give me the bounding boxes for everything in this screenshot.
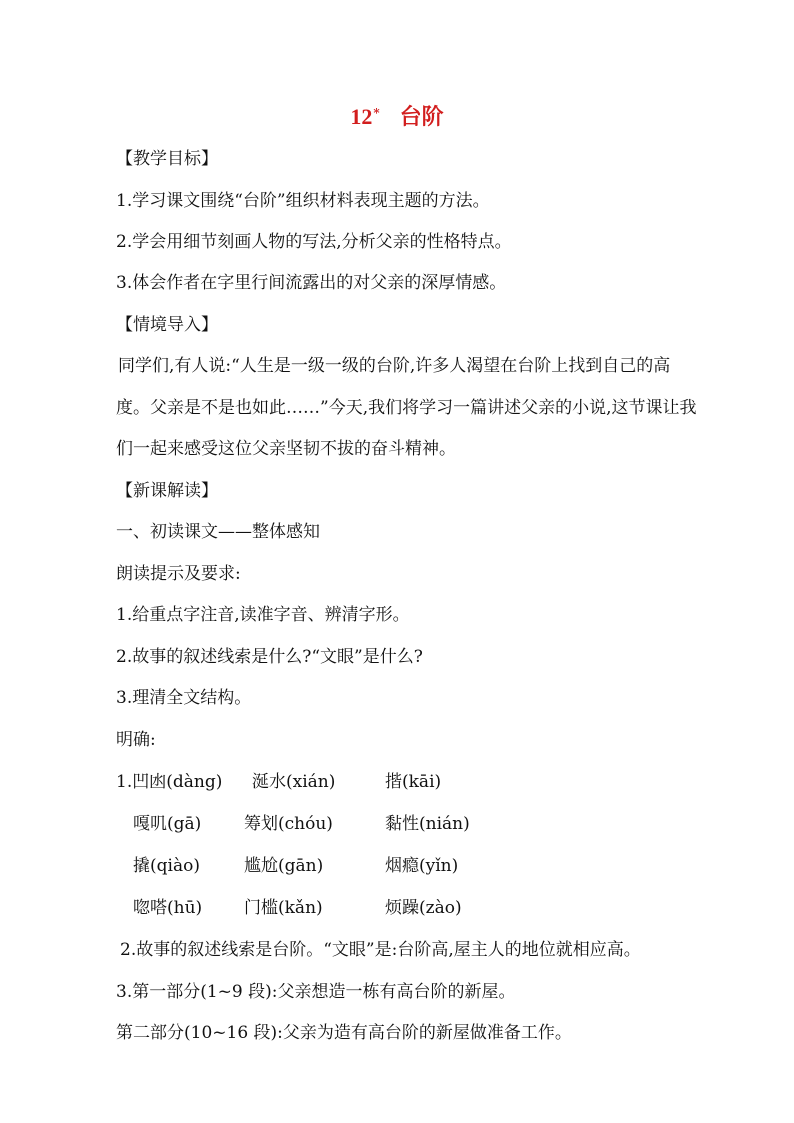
tip-item-3: 3.理清全文结构。 — [116, 688, 252, 708]
vocab-cell: 1.凹凼(dàng) — [116, 772, 223, 792]
intro-paragraph-line-2: 度。父亲是不是也如此……”今天,我们将学习一篇讲述父亲的小说,这节课让我 — [116, 398, 697, 418]
vocab-cell: 唿嗒(hū) — [133, 898, 203, 918]
vocab-cell: 黏性(nián) — [385, 814, 470, 834]
intro-heading: 【情境导入】 — [116, 315, 218, 335]
vocab-cell: 涎水(xián) — [252, 772, 336, 792]
reading-heading: 【新课解读】 — [116, 481, 218, 501]
tip-item-2: 2.故事的叙述线索是什么?“文眼”是什么? — [116, 647, 423, 667]
intro-paragraph-line-1: 同学们,有人说:“人生是一级一级的台阶,许多人渴望在台阶上找到自己的高 — [118, 356, 671, 376]
goals-heading: 【教学目标】 — [116, 149, 218, 169]
lesson-title — [0, 100, 794, 134]
vocab-cell: 揩(kāi) — [385, 772, 442, 792]
answer-label: 明确: — [116, 730, 156, 750]
part1-title: 一、初读课文——整体感知 — [116, 522, 320, 542]
answer-item-3: 3.第一部分(1~9 段):父亲想造一栋有高台阶的新屋。 — [116, 982, 516, 1002]
lesson-number: 12 — [350, 104, 373, 129]
vocab-cell: 尴尬(gān) — [244, 856, 324, 876]
vocab-cell: 烟瘾(yǐn) — [385, 856, 459, 876]
goal-item-1: 1.学习课文围绕“台阶”组织材料表现主题的方法。 — [116, 191, 490, 211]
vocab-cell: 门槛(kǎn) — [244, 898, 323, 918]
vocab-cell: 筹划(chóu) — [244, 814, 333, 834]
intro-paragraph-line-3: 们一起来感受这位父亲坚韧不拔的奋斗精神。 — [116, 439, 456, 459]
vocab-cell: 烦躁(zào) — [385, 898, 462, 918]
answer-item-3b: 第二部分(10~16 段):父亲为造有高台阶的新屋做准备工作。 — [116, 1023, 572, 1043]
answer-item-2: 2.故事的叙述线索是台阶。“文眼”是:台阶高,屋主人的地位就相应高。 — [120, 940, 641, 960]
vocab-cell: 嘎叽(gā) — [133, 814, 202, 834]
goal-item-2: 2.学会用细节刻画人物的写法,分析父亲的性格特点。 — [116, 232, 512, 252]
vocab-cell: 撬(qiào) — [133, 856, 200, 876]
lesson-star-mark: * — [373, 106, 380, 120]
goal-item-3: 3.体会作者在字里行间流露出的对父亲的深厚情感。 — [116, 273, 507, 293]
tips-label: 朗读提示及要求: — [116, 564, 241, 584]
tip-item-1: 1.给重点字注音,读准字音、辨清字形。 — [116, 605, 410, 625]
lesson-name: 台阶 — [399, 104, 444, 130]
